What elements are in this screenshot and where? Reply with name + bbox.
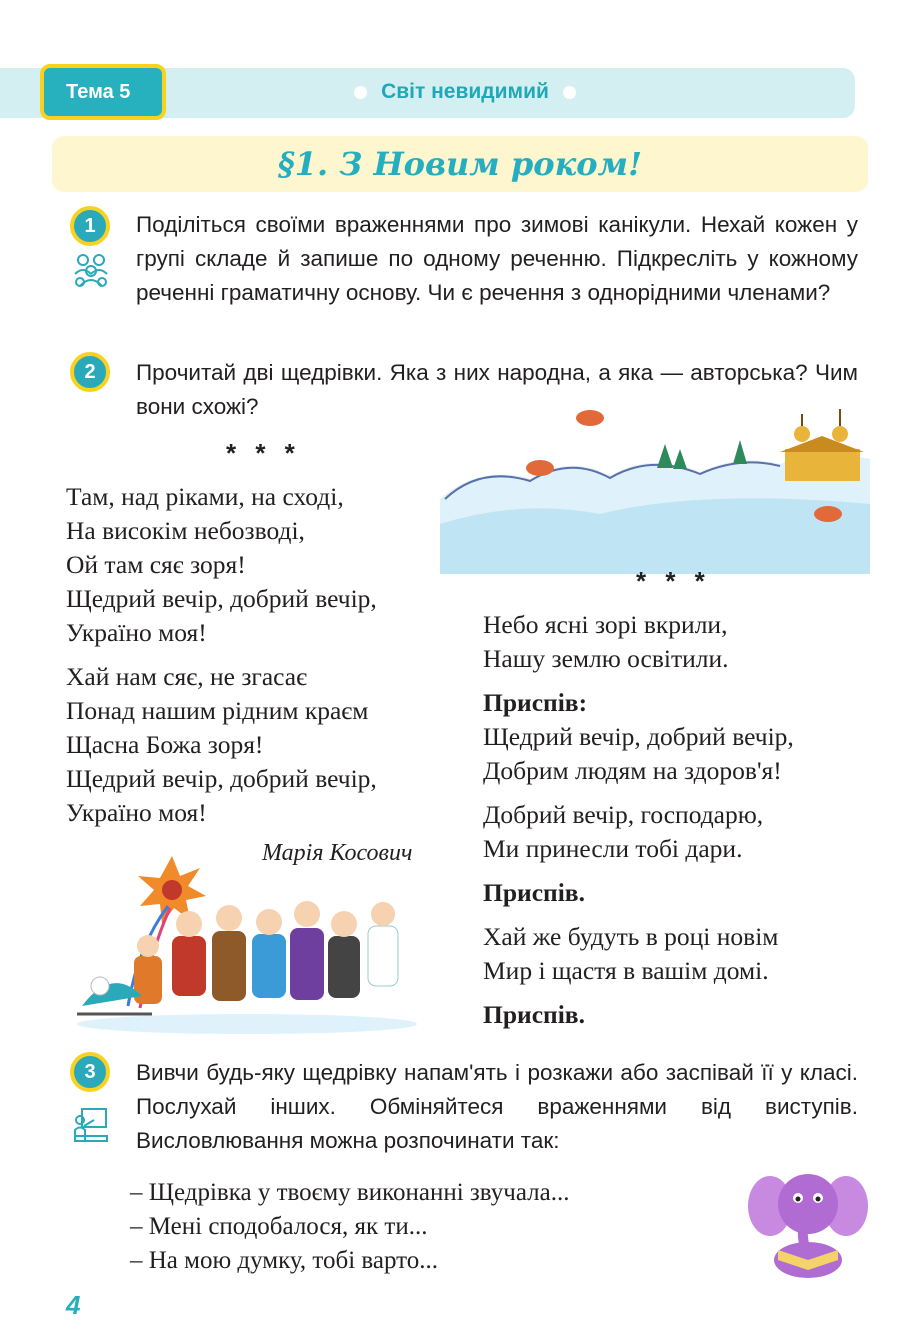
topic-badge: Тема 5: [40, 64, 166, 120]
poem-line: Небо ясні зорі вкрили,: [483, 610, 728, 639]
poem-line: Щедрий вечір, добрий вечір,: [483, 722, 794, 751]
winter-landscape-illustration: [440, 404, 870, 574]
poem-line: Україно моя!: [66, 798, 207, 827]
task-number-3: 3: [70, 1052, 110, 1092]
task-2-text: Прочитай дві щедрівки. Яка з них народна, а яка — авторська? Чим вони схожі?: [136, 360, 858, 419]
poem-line: Хай же будуть в році новім: [483, 922, 779, 951]
poem-line: Україно моя!: [66, 618, 207, 647]
page-number: 4: [66, 1290, 81, 1320]
poem-line: Щедрий вечір, добрий вечір,: [66, 584, 377, 613]
poem-line: Щедрий вечір, добрий вечір,: [66, 764, 377, 793]
poem-line: Понад нашим рідним краєм: [66, 696, 369, 725]
poem-line: Добрим людям на здоров'я!: [483, 756, 782, 785]
task-3-text: Вивчи будь-яку щедрівку напам'ять і розкажи або заспівай її у класі. Послухай інших. Обміняйтеся враженнями від виступів. Висловлювання можна розпочинати так:: [136, 1060, 858, 1153]
poem-2: [483, 608, 794, 1032]
poem-1: [66, 480, 377, 830]
phrase-starter: – На мою думку, тобі варто...: [130, 1247, 438, 1274]
refrain-label: Приспів:: [483, 688, 588, 717]
phrase-starter: – Щедрівка у твоєму виконанні звучала...: [130, 1179, 570, 1206]
phrase-starters: [130, 1176, 569, 1278]
phrase-starter: – Мені сподобалося, як ти...: [130, 1213, 428, 1240]
task-number-1: 1: [70, 206, 110, 246]
poem-line: Хай нам сяє, не згасає: [66, 662, 308, 691]
bullet-dot-icon: [563, 86, 576, 99]
poem-2-marker: * * *: [636, 566, 711, 596]
poem-line: Нашу землю освітили.: [483, 644, 729, 673]
poem-line: Ой там сяє зоря!: [66, 550, 246, 579]
lesson-title: §1. З Новим роком!: [277, 145, 643, 183]
carolers-illustration: [72, 846, 422, 1036]
theme-title: [340, 77, 590, 107]
poem-line: Мир і щастя в вашім домі.: [483, 956, 769, 985]
refrain-repeat: Приспів.: [483, 1000, 585, 1029]
refrain-repeat: Приспів.: [483, 878, 585, 907]
poem-line: Добрий вечір, господарю,: [483, 800, 764, 829]
elephant-mascot-illustration: [748, 1162, 868, 1282]
poem-line: Ми принесли тобі дари.: [483, 834, 743, 863]
bullet-dot-icon: [354, 86, 367, 99]
poem-1-author: Марія Косович: [262, 840, 413, 866]
theme-title-text: Світ невидимий: [381, 80, 549, 103]
group-work-icon: [72, 252, 110, 288]
presentation-icon: [72, 1106, 110, 1144]
poem-line: Щасна Божа зоря!: [66, 730, 264, 759]
task-1-text: Поділіться своїми враженнями про зимові канікули. Нехай кожен у групі складе й запише по одному реченню. Підкресліть у кожному реченні граматичну основу. Чи є речення з однорідними членами?: [136, 212, 858, 305]
poem-line: На високім небозводі,: [66, 516, 305, 545]
poem-line: Там, над ріками, на сході,: [66, 482, 344, 511]
poem-1-marker: * * *: [226, 438, 301, 468]
task-number-2: 2: [70, 352, 110, 392]
